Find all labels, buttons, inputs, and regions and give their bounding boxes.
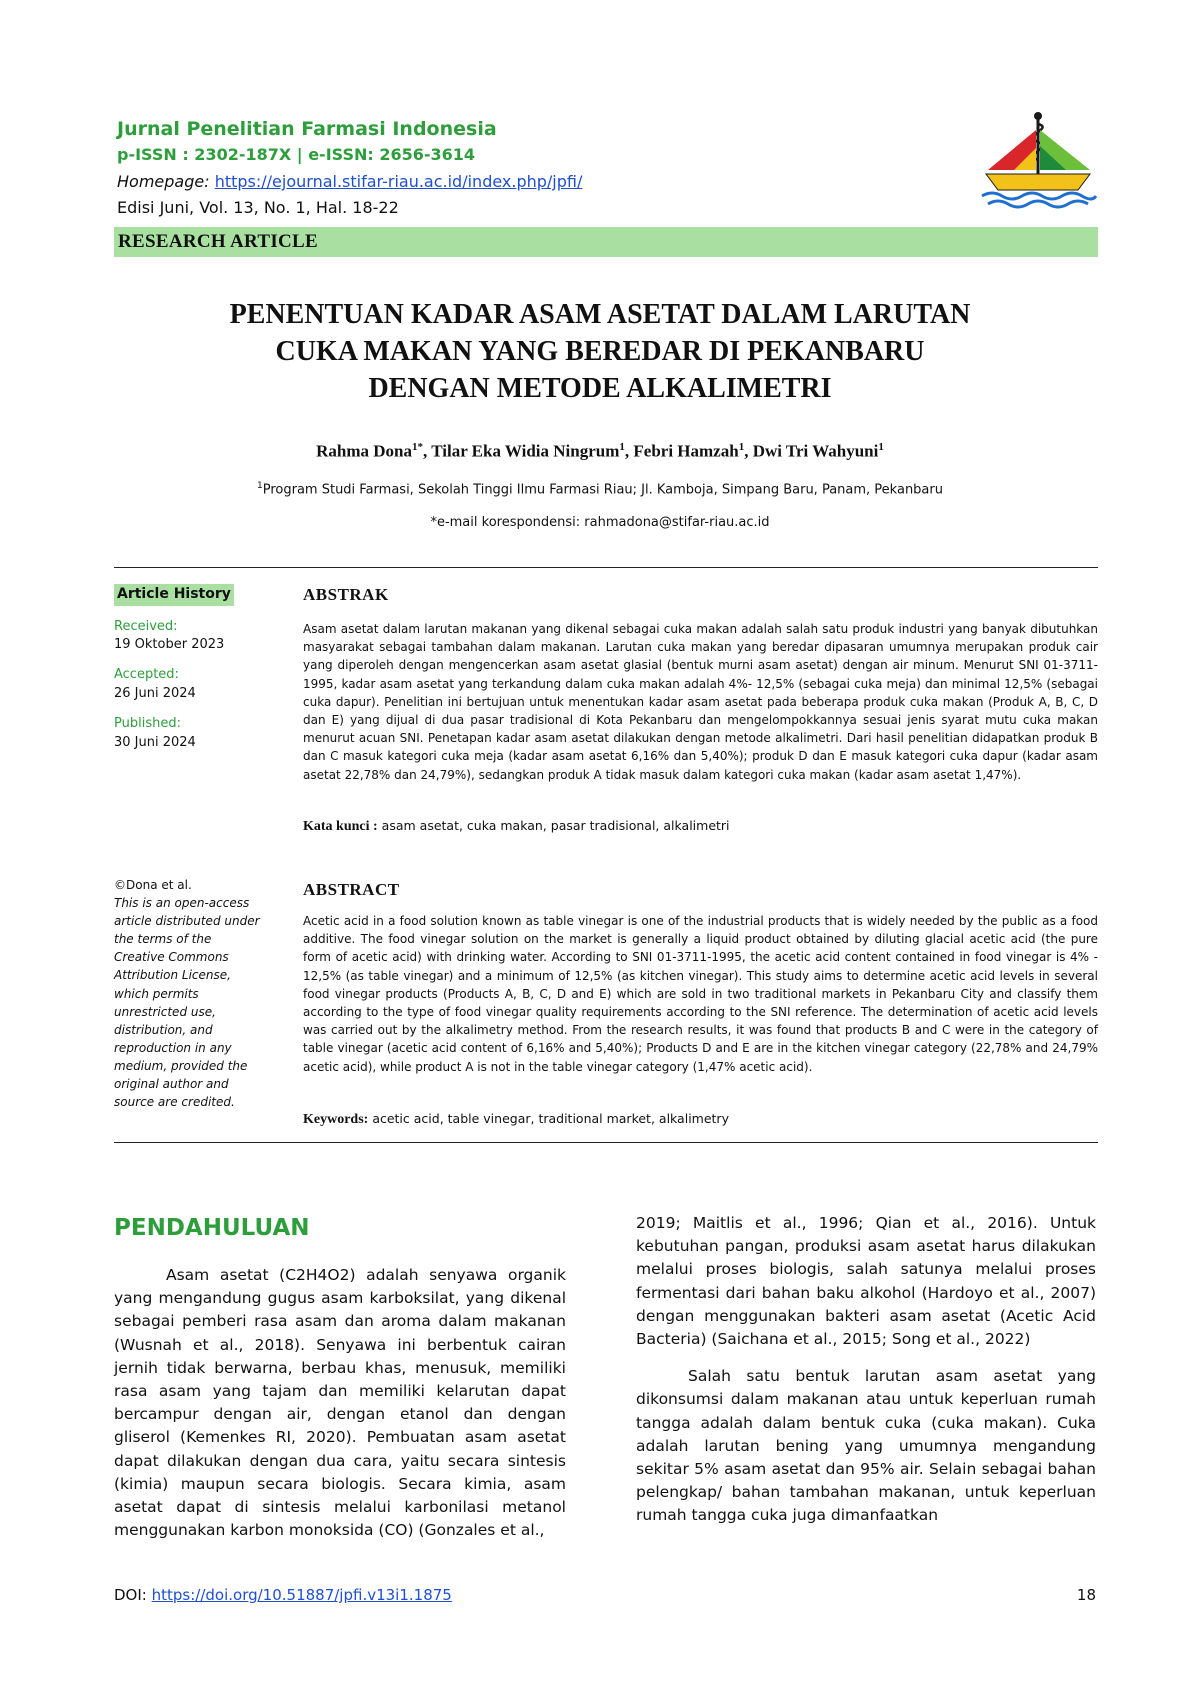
journal-name: Jurnal Penelitian Farmasi Indonesia (117, 118, 497, 140)
abstract-heading: ABSTRACT (303, 880, 400, 899)
abstract-text: Acetic acid in a food solution known as table vinegar is one of the industrial products that is widely needed by the public as a food additive. The food vinegar solution on the market is generally a liquid product obtained by diluting glacial acetic acid (the pure form of acetic acid) with drinking water. According to SNI 01-3711-1995, the acetic acid content contained in food vinegar is 4% - 12,5% (as table vinegar) and a minimum of 12,5% (as kitchen vinegar). This study aims to determine acetic acid levels in several food vinegar products (Products A, B, C, D and E) which are sold in two traditional markets in Pekanbaru City and classify them according to the type of food vinegar quality requirements according to the SNI reference. The determination of acetic acid levels was carried out by the alkalimetry method. From the research results, it was found that products B and C were in the category of table vinegar (acetic acid content of 6,16% and 5,40%); Products D and E are in the kitchen vinegar category (22,78% and 24,79% acetic acid), while product A is not in the table vinegar category (1,47% acetic acid). (303, 914, 1098, 1074)
keywords-values: acetic acid, table vinegar, traditional market, alkalimetry (372, 1111, 729, 1126)
body-column-right (636, 1212, 1096, 1528)
paper-title (100, 296, 1100, 407)
body-paragraph: Asam asetat (C2H4O2) adalah senyawa organik yang mengandung gugus asam karboksilat, yang dikenal sebagai pemberi rasa asam dan aroma dalam makanan (Wusnah et al., 2018). Senyawa ini berbentuk cairan jernih tidak berwarna, berbau khas, menusuk, memiliki rasa asam yang tajam dan memiliki kelarutan dapat bercampur dengan air, dengan etanol dan dengan gliserol (Kemenkes RI, 2020). Pembuatan asam asetat dapat dilakukan dengan dua cara, yaitu secara sintesis (kimia) maupun secara biologis. Secara kimia, asam asetat dapat di sintesis melalui karbonilasi metanol menggunakan karbon monoksida (CO) (Gonzales et al., (114, 1266, 566, 1540)
author-affil-mark: 1* (412, 441, 424, 453)
footer-doi (114, 1586, 452, 1604)
author-affil-mark: 1 (619, 441, 625, 453)
author-list (100, 441, 1100, 462)
title-line: DENGAN METODE ALKALIMETRI (368, 373, 832, 404)
affiliation-mark: 1 (257, 481, 263, 491)
title-line: PENENTUAN KADAR ASAM ASETAT DALAM LARUTAN (229, 299, 971, 330)
author-name: Febri Hamzah (633, 441, 739, 461)
doi-link[interactable]: https://doi.org/10.51887/jpfi.v13i1.1875 (151, 1586, 452, 1604)
journal-homepage (117, 172, 582, 191)
received-date: 19 Oktober 2023 (114, 637, 225, 652)
article-type-label: RESEARCH ARTICLE (118, 231, 318, 252)
body-paragraph: Salah satu bentuk larutan asam asetat yang dikonsumsi dalam makanan atau untuk keperluan rumah tangga adalah dalam bentuk cuka (cuka makan). Cuka adalah larutan bening yang umumnya mengandung sekitar 5% asam asetat dan 95% air. Selain sebagai bahan pelengkap/ bahan tambahan makanan, untuk keperluan rumah tangga cuka juga dimanfaatkan (636, 1367, 1096, 1525)
received-label: Received: (114, 619, 178, 634)
article-type-bar (114, 227, 1098, 257)
accepted-label: Accepted: (114, 667, 179, 682)
body-column-left (114, 1264, 566, 1542)
abstract-keywords (303, 1111, 1098, 1128)
author-separator: , (744, 441, 753, 461)
license-text: This is an open-access article distributed under the terms of the Creative Commons Attribution License, which permits unrestricted use, distribution, and reproduction in any medium, provided the original author and source are credited. (114, 896, 260, 1110)
homepage-link[interactable]: https://ejournal.stifar-riau.ac.id/index.php/jpfi/ (214, 172, 583, 191)
body-paragraph: 2019; Maitlis et al., 1996; Qian et al., 2016). Untuk kebutuhan pangan, produksi asam asetat harus dilakukan melalui proses biologis, salah satunya melalui proses fermentasi dari bahan baku alkohol (Hardoyo et al., 2007) dengan menggunakan bakteri asam asetat (Acetic Acid Bacteria) (Saichana et al., 2015; Song et al., 2022) (636, 1214, 1096, 1349)
author-affil-mark: 1 (738, 441, 745, 453)
title-line: CUKA MAKAN YANG BEREDAR DI PEKANBARU (275, 336, 925, 367)
accepted-date: 26 Juni 2024 (114, 686, 196, 701)
author-name: Dwi Tri Wahyuni (752, 441, 879, 461)
abstrak-text: Asam asetat dalam larutan makanan yang dikenal sebagai cuka makan adalah salah satu produk industri yang banyak dibutuhkan masyarakat sebagai tambahan dalam makanan. Larutan cuka makan yang beredar dipasaran umumnya merupakan produk cair yang diperoleh dengan mengencerkan asam asetat glasial (bentuk murni asam asetat) dengan air minum. Menurut SNI 01-3711-1995, kadar asam asetat yang terkandung dalam cuka makan adalah 4%- 12,5% (sebagai cuka meja) dan minimal 12,5% (sebagai cuka dapur). Penelitian ini bertujuan untuk menentukan kadar asam asetat pada beberapa produk cuka makan (Produk A, B, C, D dan E) yang dijual di dua pasar tradisional di Kota Pekanbaru dan mengelompokkannya sesuai jenis syarat mutu cuka makan menurut acuan SNI. Penetapan kadar asam asetat dilakukan dengan metode alkalimetri. Dari hasil penelitian didapatkan produk B dan C masuk kategori cuka meja (kadar asam asetat 6,16% dan 5,40%); produk D dan E masuk kategori cuka dapur (kadar asam asetat 22,78% dan 24,79%), sedangkan produk A tidak masuk dalam kategori cuka makan (kadar asam asetat 1,47%). (303, 622, 1098, 782)
page-number: 18 (1076, 1586, 1096, 1604)
divider (114, 1142, 1098, 1143)
published-label: Published: (114, 716, 181, 731)
affiliation-text: Program Studi Farmasi, Sekolah Tinggi Ilmu Farmasi Riau; Jl. Kamboja, Simpang Baru, Panam, Pekanbaru (262, 482, 943, 498)
article-history-badge (114, 584, 234, 606)
divider (114, 567, 1098, 568)
abstrak-keywords (303, 818, 1098, 835)
author-separator: , (624, 441, 634, 461)
author-name: Tilar Eka Widia Ningrum (431, 441, 620, 461)
author-separator: , (423, 441, 432, 461)
affiliation (100, 481, 1100, 497)
keywords-label: Keywords: (303, 1112, 369, 1127)
license-copyright: ©Dona et al. (114, 878, 192, 892)
journal-issn: p-ISSN : 2302-187X | e-ISSN: 2656-3614 (117, 145, 476, 164)
kata-kunci-values: asam asetat, cuka makan, pasar tradisional, alkalimetri (381, 818, 730, 833)
homepage-label: Homepage: (117, 172, 210, 191)
correspondence-email: *e-mail korespondensi: rahmadona@stifar-riau.ac.id (430, 515, 770, 530)
journal-edition: Edisi Juni, Vol. 13, No. 1, Hal. 18-22 (117, 198, 399, 217)
kata-kunci-label: Kata kunci : (303, 819, 378, 834)
section-heading-pendahuluan: PENDAHULUAN (114, 1215, 310, 1241)
journal-logo-icon (978, 108, 1098, 214)
doi-label: DOI: (114, 1586, 147, 1604)
license-notice (114, 876, 264, 1111)
author-name: Rahma Dona (316, 441, 413, 461)
article-history-heading: Article History (117, 586, 231, 602)
abstrak-heading: ABSTRAK (303, 585, 389, 604)
author-affil-mark: 1 (878, 441, 884, 453)
published-date: 30 Juni 2024 (114, 735, 196, 750)
